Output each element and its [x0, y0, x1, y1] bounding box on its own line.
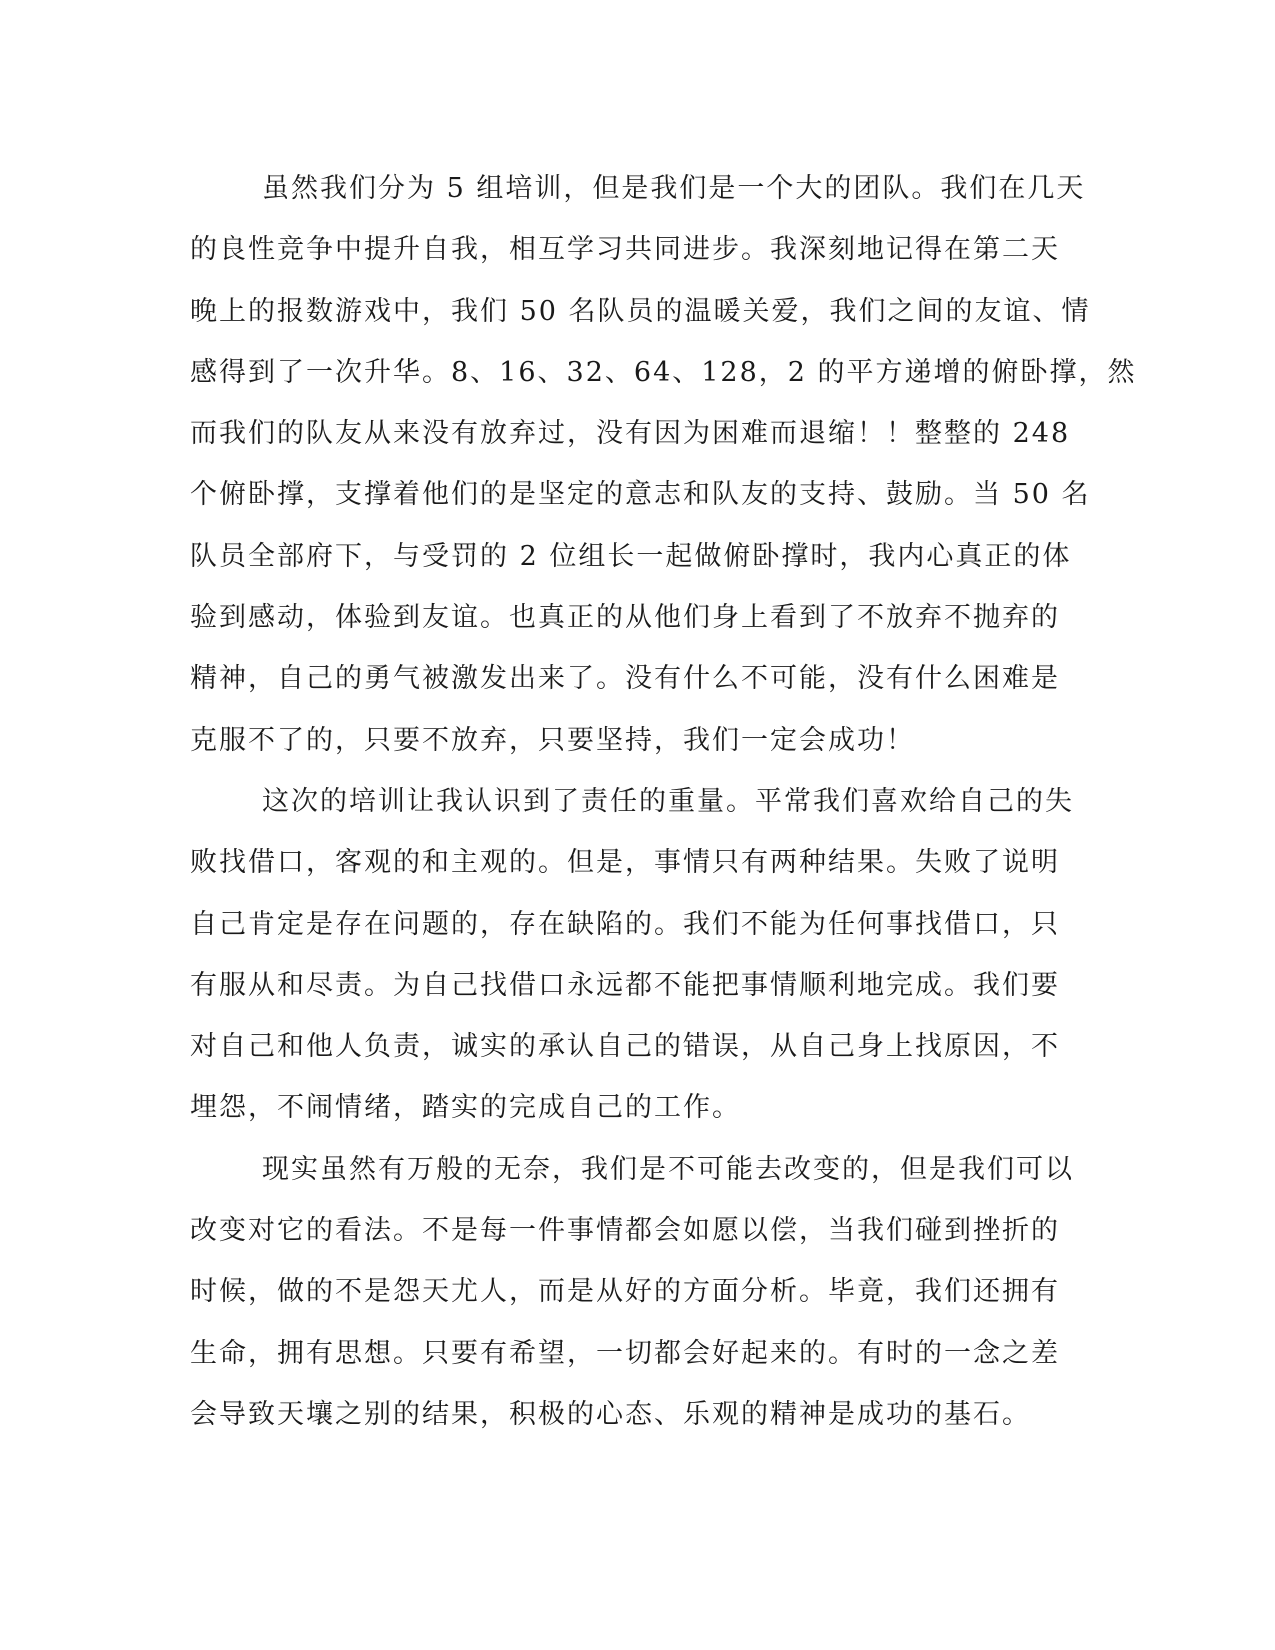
paragraph-3 — [190, 1139, 1074, 1445]
text-line: 这次的培训让我认识到了责任的重量。平常我们喜欢给自己的失 — [262, 785, 1074, 817]
paragraph-1 — [190, 158, 1137, 771]
text-line: 克服不了的，只要不放弃，只要坚持，我们一定会成功！ — [190, 724, 915, 756]
text-line: 虽然我们分为 5 组培训，但是我们是一个大的团队。我们在几天 — [262, 173, 1086, 204]
text-line: 现实虽然有万般的无奈，我们是不可能去改变的，但是我们可以 — [262, 1153, 1074, 1185]
text-line: 感得到了一次升华。8、16、32、64、128，2 的平方递增的俯卧撑，然 — [190, 356, 1137, 388]
text-line: 而我们的队友从来没有放弃过，没有因为困难而退缩！！整整的 248 — [190, 418, 1071, 450]
text-line: 有服从和尽责。为自己找借口永远都不能把事情顺利地完成。我们要 — [190, 969, 1060, 1001]
text-line: 的良性竞争中提升自我，相互学习共同进步。我深刻地记得在第二天 — [190, 234, 1060, 266]
text-line: 时候，做的不是怨天尤人，而是从好的方面分析。毕竟，我们还拥有 — [190, 1276, 1060, 1308]
text-line: 精神，自己的勇气被激发出来了。没有什么不可能，没有什么困难是 — [190, 663, 1060, 695]
text-line: 自己肯定是存在问题的，存在缺陷的。我们不能为任何事找借口，只 — [190, 908, 1060, 940]
paragraph-2 — [190, 771, 1074, 1139]
text-line: 个俯卧撑，支撑着他们的是坚定的意志和队友的支持、鼓励。当 50 名 — [190, 479, 1091, 511]
text-line: 队员全部府下，与受罚的 2 位组长一起做俯卧撑时，我内心真正的体 — [190, 540, 1072, 572]
text-line: 验到感动，体验到友谊。也真正的从他们身上看到了不放弃不抛弃的 — [190, 602, 1060, 634]
text-line: 埋怨，不闹情绪，踏实的完成自己的工作。 — [190, 1092, 741, 1124]
text-line: 对自己和他人负责，诚实的承认自己的错误，从自己身上找原因，不 — [190, 1031, 1060, 1063]
text-line: 生命，拥有思想。只要有希望，一切都会好起来的。有时的一念之差 — [190, 1337, 1060, 1369]
text-line: 改变对它的看法。不是每一件事情都会如愿以偿，当我们碰到挫折的 — [190, 1215, 1060, 1247]
document-body — [190, 158, 1137, 1445]
text-line: 败找借口，客观的和主观的。但是，事情只有两种结果。失败了说明 — [190, 847, 1060, 879]
text-line: 晚上的报数游戏中，我们 50 名队员的温暖关爱，我们之间的友谊、情 — [190, 295, 1091, 327]
text-line: 会导致天壤之别的结果，积极的心态、乐观的精神是成功的基石。 — [190, 1398, 1031, 1430]
